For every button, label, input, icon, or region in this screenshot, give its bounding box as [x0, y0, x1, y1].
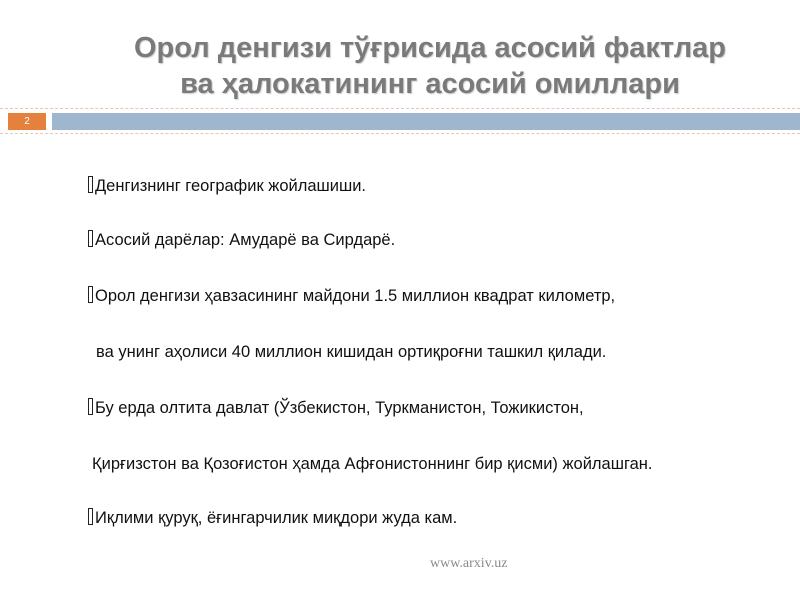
title-line-1: Орол денгизи тўғрисида асосий фактлар [133, 32, 727, 64]
bullet-continuation: Қирғизстон ва Қозоғистон ҳамда Афғонистоннинг бир қисми) жойлашган. [92, 455, 653, 473]
bullet-item [88, 398, 584, 418]
bullet-item [88, 176, 366, 196]
bullet-text: Бу ерда олтита давлат (Ўзбекистон, Туркманистон, Тожикистон, [95, 399, 584, 417]
bullet-box-icon [88, 176, 93, 193]
bullet-continuation: ва унинг аҳолиси 40 миллион кишидан ортиқроғни ташкил қилади. [96, 343, 607, 361]
bullet-item [88, 230, 395, 250]
bullet-box-icon [88, 398, 93, 415]
page-number: 2 [8, 113, 46, 130]
bullet-item [88, 286, 615, 306]
bullet-box-icon [88, 508, 93, 525]
bullet-text: Орол денгизи ҳавзасининг майдони 1.5 миллион квадрат километр, [95, 287, 616, 305]
bullet-item [88, 508, 457, 528]
bullet-text: Асосий дарёлар: Амударё ва Сирдарё. [95, 231, 396, 249]
title-line-2: ва ҳалокатининг асосий омиллари [180, 68, 680, 100]
footer-url: www.arxiv.uz [430, 556, 508, 571]
bullet-text: Денгизнинг географик жойлашиши. [95, 177, 367, 195]
bullet-text: Иқлими қуруқ, ёғингарчилик миқдори жуда кам. [95, 509, 458, 527]
bullet-box-icon [88, 230, 93, 247]
bullet-box-icon [88, 286, 93, 303]
